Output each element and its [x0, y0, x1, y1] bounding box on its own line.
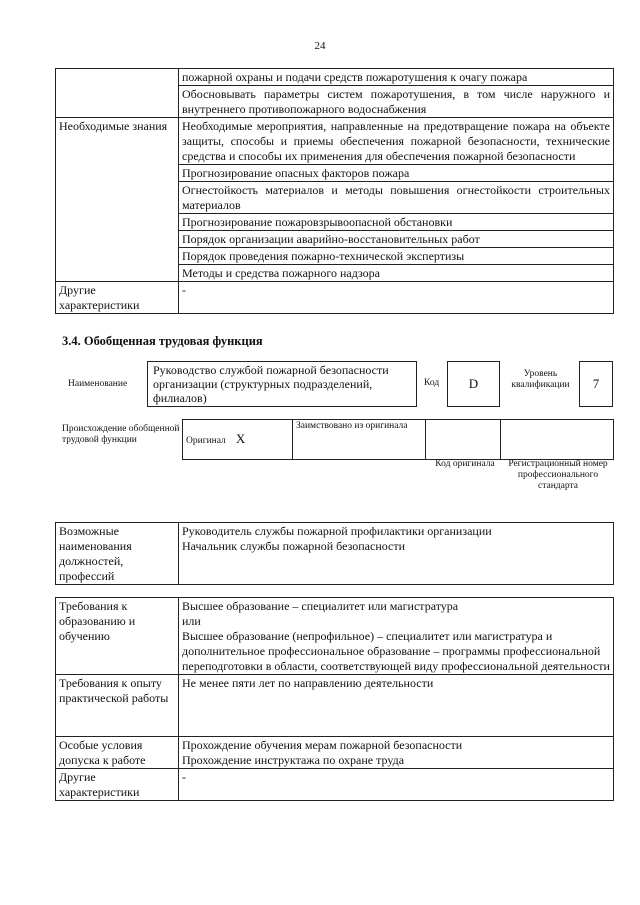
row-label: Необходимые знания	[56, 118, 179, 282]
skill-item: пожарной охраны и подачи средств пожаротушения к очагу пожара	[179, 69, 614, 86]
other-value: -	[179, 282, 614, 314]
knowledge-item: Порядок организации аварийно-восстановительных работ	[179, 231, 614, 248]
other-value: -	[179, 769, 614, 801]
code-value-box: D	[447, 361, 500, 407]
row-label: Особые условия допуска к работе	[56, 737, 179, 769]
table-row	[56, 69, 614, 86]
reg-number-cell	[501, 420, 614, 460]
knowledge-item: Прогнозирование опасных факторов пожара	[179, 165, 614, 182]
skills-knowledge-table	[55, 68, 614, 314]
table-row	[56, 675, 614, 737]
table-row	[56, 282, 614, 314]
experience-value: Не менее пяти лет по направлению деятельности	[179, 675, 614, 737]
requirements-table	[55, 597, 614, 801]
knowledge-item: Необходимые мероприятия, направленные на предотвращение пожара на объекте защиты, способы и приемы обеспечения пожарной безопасности, технические средства и способы их применения для обеспечения пожарной безопасности	[179, 118, 614, 165]
knowledge-item: Огнестойкость материалов и методы повышения огнестойкости строительных материалов	[179, 182, 614, 214]
row-label: Требования к опыту практической работы	[56, 675, 179, 737]
code-original-caption: Код оригинала	[435, 459, 495, 469]
positions-table	[55, 522, 614, 585]
position-item: Начальник службы пожарной безопасности	[182, 539, 406, 553]
table-row	[56, 769, 614, 801]
row-label: Другие характеристики	[56, 769, 179, 801]
function-name-box: Руководство службой пожарной безопасности организации (структурных подразделений, филиалов)	[147, 361, 417, 407]
education-value	[179, 598, 614, 675]
table-row	[56, 598, 614, 675]
requirement-item: Высшее образование (непрофильное) – специалитет или магистратура и дополнительное профессиональное образование – программы профессиональной переподготовки в области, соответствующей виду профессиональной деятельности	[182, 629, 610, 673]
original-mark: X	[235, 431, 246, 446]
section-title: 3.4. Обобщенная трудовая функция	[62, 334, 263, 348]
borrowed-cell: Заимствовано из оригинала	[293, 420, 426, 460]
row-label: Требования к образованию и обучению	[56, 598, 179, 675]
position-item: Руководитель службы пожарной профилактики организации	[182, 524, 492, 538]
code-original-cell	[426, 420, 501, 460]
requirement-item: или	[182, 614, 201, 628]
origin-table	[182, 419, 614, 460]
page-number: 24	[314, 40, 326, 52]
original-label: Оригинал	[186, 436, 226, 446]
reg-number-caption: Регистрационный номер профессионального стандарта	[508, 459, 608, 491]
knowledge-item: Прогнозирование пожаровзрывоопасной обстановки	[179, 214, 614, 231]
knowledge-item: Порядок проведения пожарно-технической экспертизы	[179, 248, 614, 265]
row-label: Возможные наименования должностей, профессий	[56, 523, 179, 585]
row-label	[56, 69, 179, 118]
skill-item: Обосновывать параметры систем пожаротушения, в том числе наружного и внутреннего противопожарного водоснабжения	[179, 86, 614, 118]
level-label: Уровень квалификации	[511, 369, 570, 390]
origin-label: Происхождение обобщенной трудовой функции	[62, 424, 180, 445]
table-row	[56, 523, 614, 585]
code-label: Код	[424, 378, 440, 388]
positions-value	[179, 523, 614, 585]
name-label: Наименование	[68, 379, 128, 389]
requirement-item: Прохождение инструктажа по охране труда	[182, 753, 405, 767]
table-row	[56, 118, 614, 165]
level-value-box: 7	[579, 361, 613, 407]
admission-value	[179, 737, 614, 769]
requirement-item: Прохождение обучения мерам пожарной безопасности	[182, 738, 463, 752]
requirement-item: Высшее образование – специалитет или магистратура	[182, 599, 459, 613]
table-row	[56, 737, 614, 769]
table-row	[183, 420, 614, 460]
original-cell	[183, 420, 293, 460]
knowledge-item: Методы и средства пожарного надзора	[179, 265, 614, 282]
row-label: Другие характеристики	[56, 282, 179, 314]
